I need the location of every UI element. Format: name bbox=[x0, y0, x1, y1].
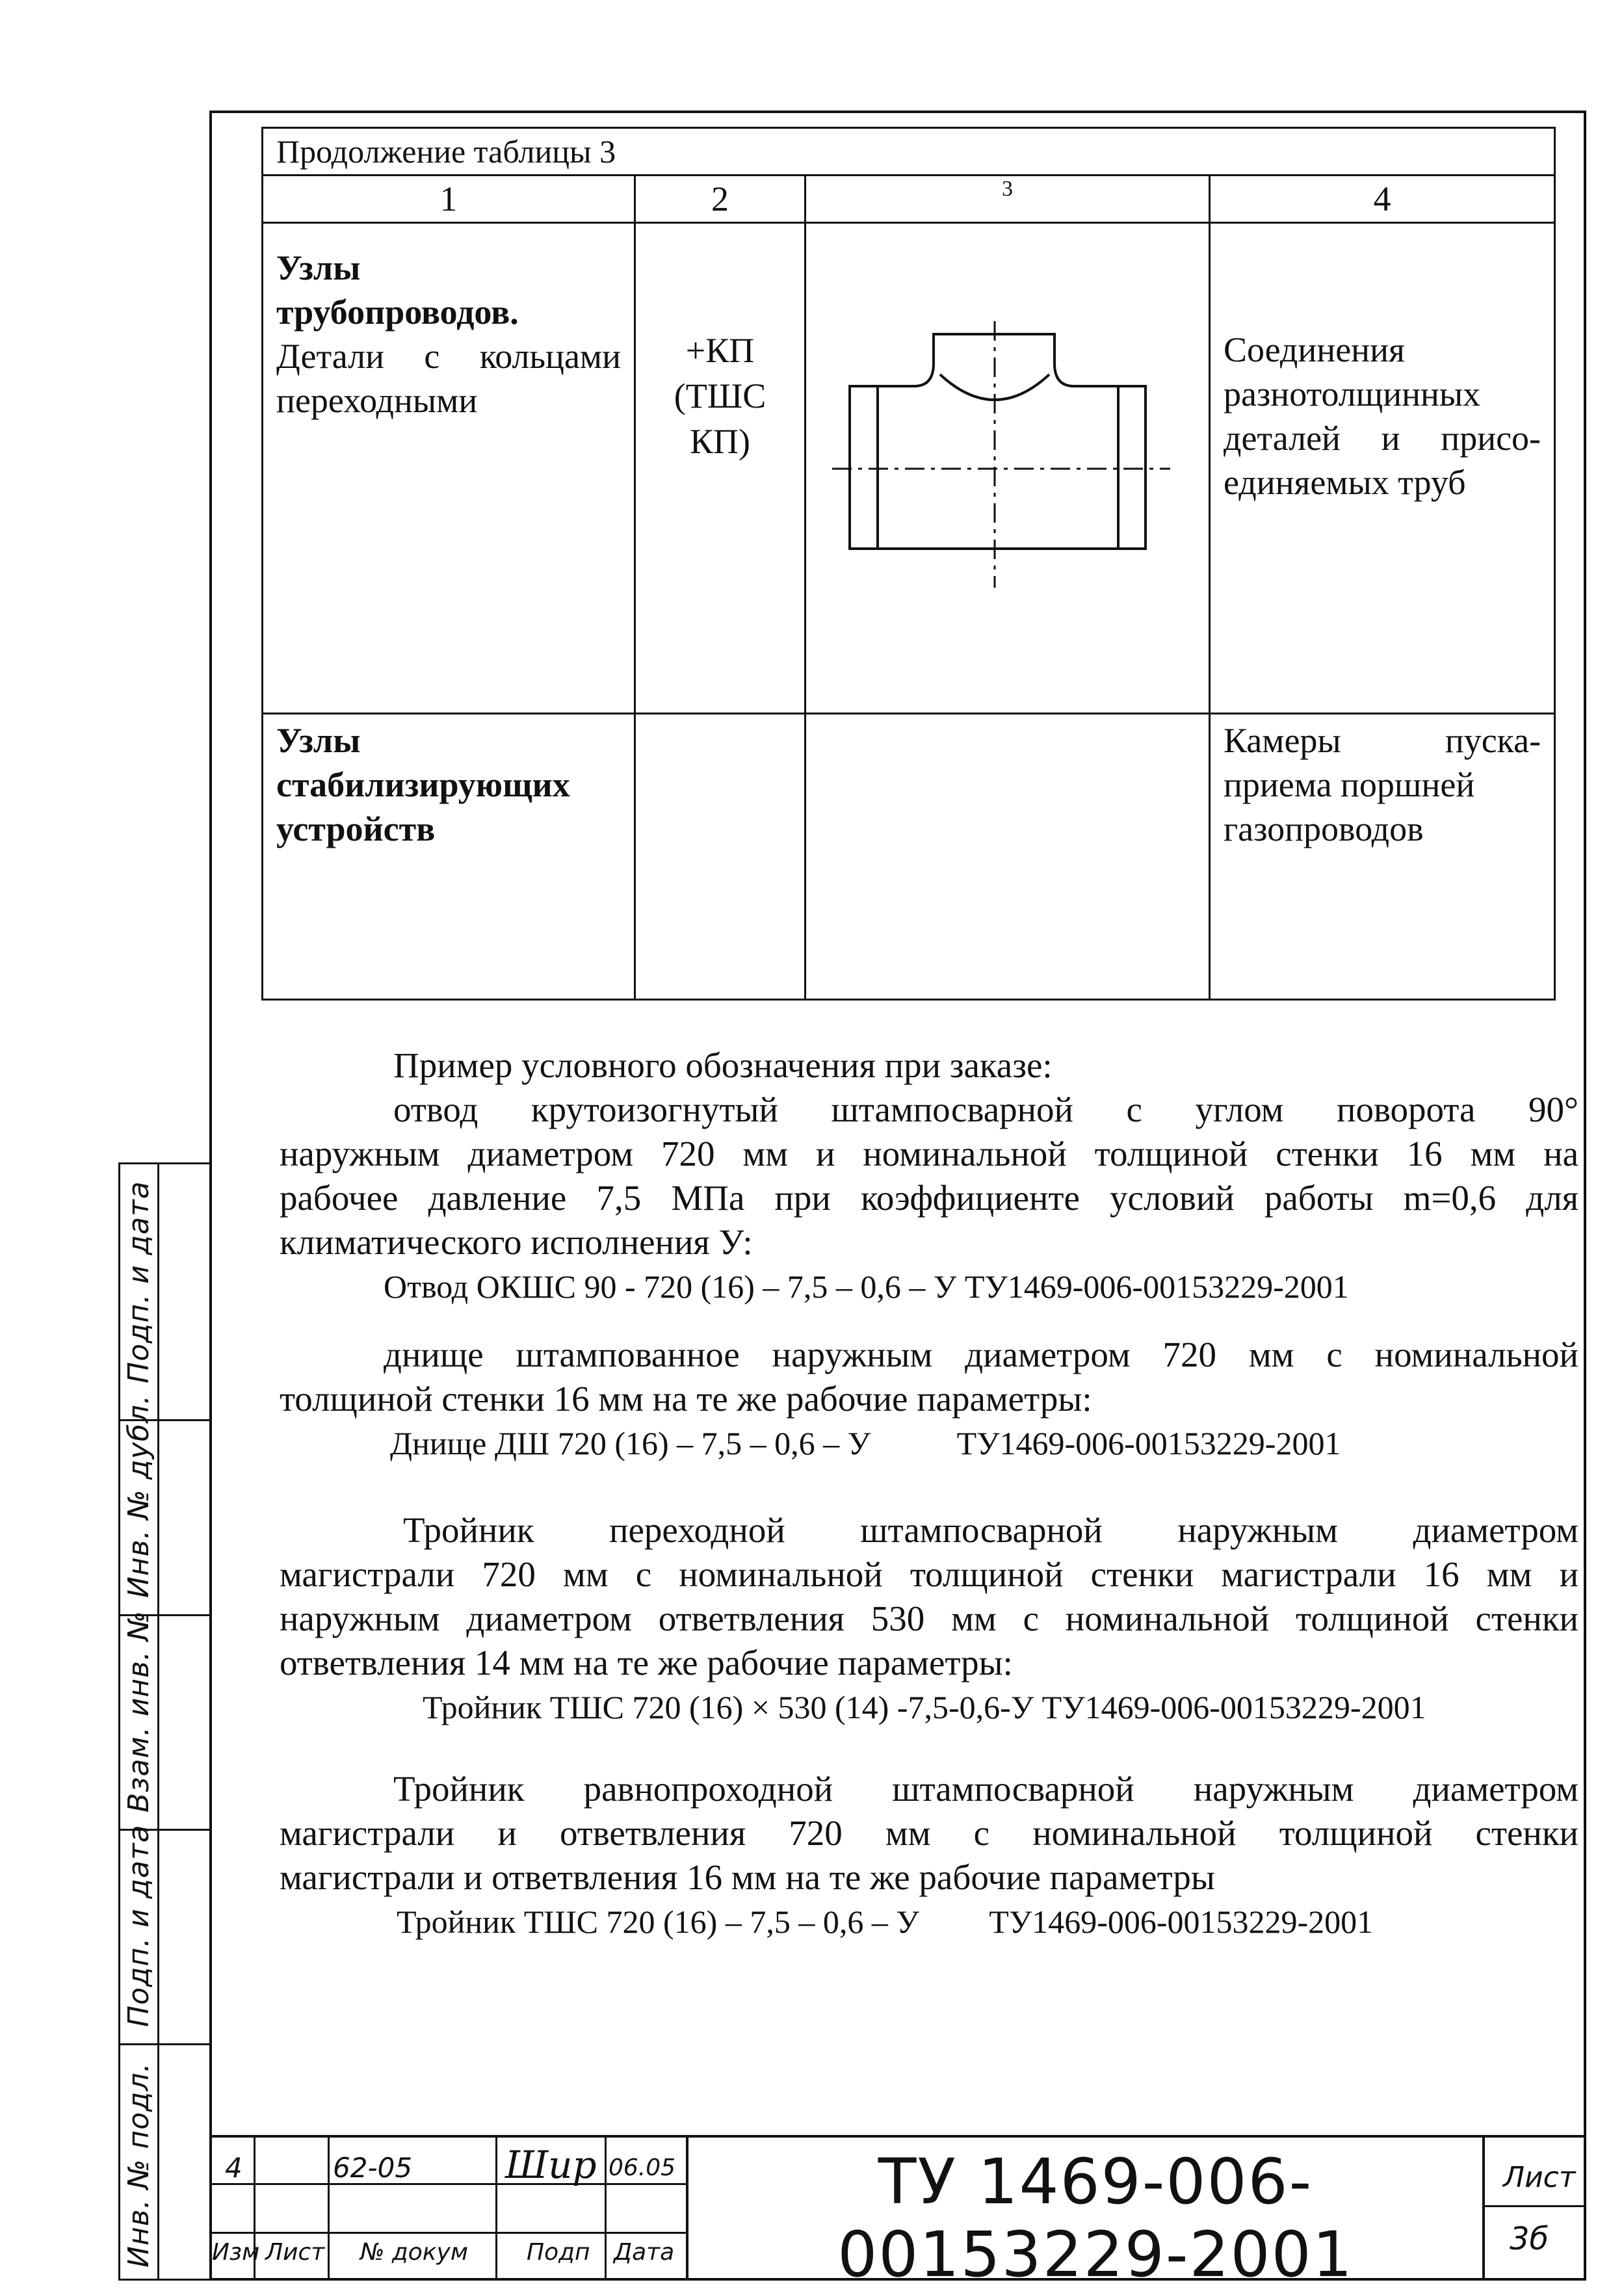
paragraph-line: климатического исполнения У: bbox=[280, 1222, 753, 1262]
table-header-row bbox=[263, 176, 1555, 223]
order-formula bbox=[280, 1900, 1578, 1944]
paragraph-line: толщиной стенки 16 мм на те же рабочие параметры: bbox=[280, 1379, 1092, 1419]
hdr-data: Дата bbox=[614, 2239, 675, 2266]
order-formula: Тройник ТШС 720 (16) × 530 (14) -7,5-0,6-У ТУ1469-006-00153229-2001 bbox=[423, 1689, 1426, 1725]
margin-strip bbox=[118, 1162, 209, 2281]
signature: Шир bbox=[505, 2143, 597, 2187]
row-purpose-line: приема поршней bbox=[1224, 765, 1475, 804]
example-title: Пример условного обозначения при заказе: bbox=[393, 1045, 1053, 1085]
row-code-line: (ТШС bbox=[674, 376, 766, 415]
order-formula-spec: ТУ1469-006-00153229-2001 bbox=[956, 1425, 1341, 1461]
row-name-bold: стабилизирующих bbox=[276, 765, 570, 804]
example-section bbox=[280, 1767, 1578, 1944]
hdr-izm: Изм bbox=[212, 2239, 260, 2266]
row-name-cell bbox=[263, 714, 635, 1000]
paragraph-line: ответвления 14 мм на те же рабочие параметры: bbox=[280, 1643, 1013, 1682]
hdr-docum: № докум bbox=[360, 2239, 469, 2266]
row-purpose-line: деталей и присо- bbox=[1224, 419, 1541, 458]
row-purpose-line: разнотолщинных bbox=[1224, 374, 1481, 413]
row-purpose-line bbox=[1224, 718, 1541, 763]
order-formula-name: Днище ДШ 720 (16) – 7,5 – 0,6 – У bbox=[390, 1425, 871, 1461]
hdr-podp: Подп bbox=[527, 2239, 590, 2266]
paragraph-line: магистрали 720 мм с номинальной толщиной стенки магистрали 16 мм и bbox=[280, 1554, 1578, 1594]
document-number: ТУ 1469-006-00153229-2001 bbox=[837, 2145, 1354, 2291]
column-header: 3 bbox=[805, 176, 1210, 223]
row-name-cell bbox=[263, 223, 635, 714]
paragraph-line: наружным диаметром ответвления 530 мм с номинальной толщиной стенки bbox=[280, 1599, 1578, 1638]
sheet-label: Лист bbox=[1503, 2161, 1576, 2194]
row-figure-cell bbox=[805, 714, 1210, 1000]
order-formula-name: Тройник ТШС 720 (16) – 7,5 – 0,6 – У bbox=[397, 1904, 919, 1940]
change-number: 4 bbox=[225, 2152, 242, 2184]
margin-label: Взам. инв. № bbox=[122, 1610, 155, 1813]
column-header: 1 bbox=[263, 176, 635, 223]
paragraph-line: магистрали и ответвления 720 мм с номинальной толщиной стенки bbox=[280, 1813, 1578, 1853]
row-figure-cell bbox=[805, 223, 1210, 714]
row-name-bold: Узлы bbox=[276, 721, 361, 760]
row-name-bold: Узлы bbox=[276, 248, 361, 287]
order-formula-spec: ТУ1469-006-00153229-2001 bbox=[989, 1904, 1374, 1940]
paragraph-line: наружным диаметром 720 мм и номинальной толщиной стенки 16 мм на bbox=[280, 1134, 1578, 1173]
tee-fitting-icon bbox=[806, 224, 1211, 714]
row-code-cell bbox=[635, 714, 805, 1000]
paragraph-line: Тройник переходной штампосварной наружным диаметром bbox=[403, 1510, 1578, 1550]
row-code-line: +КП bbox=[685, 331, 755, 370]
margin-label: Подп. и дата bbox=[122, 1181, 155, 1383]
row-purpose-line: единяемых труб bbox=[1224, 463, 1466, 502]
paragraph-line: рабочее давление 7,5 МПа при коэффициенте условий работы m=0,6 для bbox=[280, 1178, 1578, 1218]
row-purpose-cell bbox=[1210, 714, 1555, 1000]
table-row bbox=[263, 223, 1555, 714]
example-section bbox=[280, 1508, 1578, 1729]
margin-label: Подп. и дата bbox=[122, 1824, 155, 2027]
order-formula: Отвод ОКШС 90 - 720 (16) – 7,5 – 0,6 – У ТУ1469-006-00153229-2001 bbox=[384, 1268, 1349, 1305]
row-purpose-line: газопроводов bbox=[1224, 809, 1424, 848]
column-header: 4 bbox=[1210, 176, 1555, 223]
column-header: 2 bbox=[635, 176, 805, 223]
row-purpose-line: Соединения bbox=[1224, 330, 1405, 369]
paragraph-line: Тройник равнопроходной штампосварной наружным диаметром bbox=[393, 1769, 1578, 1809]
example-section bbox=[280, 1333, 1578, 1465]
paragraph-line: днище штампованное наружным диаметром 720 мм с номинальной bbox=[384, 1335, 1578, 1374]
change-date: 06.05 bbox=[609, 2154, 676, 2181]
row-purpose-cell bbox=[1210, 223, 1555, 714]
row-name-text: переходными bbox=[276, 381, 478, 420]
doc-change-number: 62-05 bbox=[333, 2152, 413, 2184]
paragraph-line: магистрали и ответвления 16 мм на те же рабочие параметры bbox=[280, 1857, 1215, 1897]
row-code-cell bbox=[635, 223, 805, 714]
paragraph-line: отвод крутоизогнутый штампосварной с углом поворота 90° bbox=[393, 1090, 1578, 1129]
row-name-text: Детали с кольцами bbox=[276, 337, 621, 376]
order-formula bbox=[280, 1421, 1578, 1465]
row-purpose-word: пуска- bbox=[1445, 721, 1541, 760]
specification-table bbox=[261, 127, 1556, 1001]
row-name-bold: трубопроводов. bbox=[276, 293, 519, 332]
table-row bbox=[263, 714, 1555, 1000]
row-purpose-word: Камеры bbox=[1224, 721, 1341, 760]
row-name-bold: устройств bbox=[276, 809, 436, 848]
margin-label: Инв. № дубл. bbox=[122, 1394, 155, 1598]
margin-label: Инв. № подл. bbox=[122, 2062, 155, 2268]
table-caption: Продолжение таблицы 3 bbox=[263, 128, 1555, 176]
example-section bbox=[280, 1043, 1578, 1309]
sheet-number: 3б bbox=[1510, 2221, 1549, 2257]
hdr-list: Лист bbox=[265, 2239, 325, 2266]
row-code-line: КП) bbox=[690, 422, 750, 461]
